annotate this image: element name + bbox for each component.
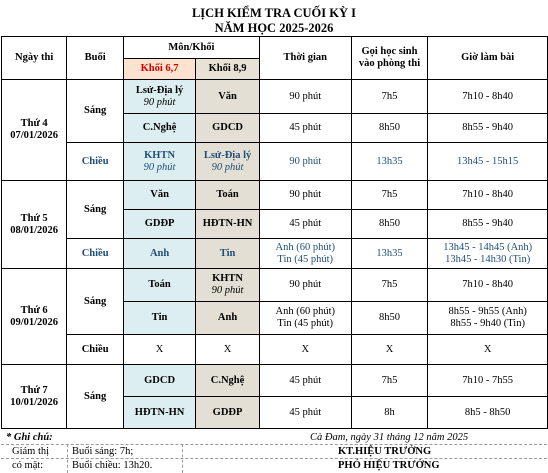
subject-grade-8-9: C.Nghệ [196,365,260,397]
subject-grade-6-7: KHTN 90 phút [123,143,195,181]
header-grade-6-7: Khối 6,7 [123,59,195,80]
subject-grade-8-9: GDĐP [196,397,260,429]
morning-time: Buổi sáng: 7h; [72,446,134,457]
duration-cell: 45 phút [259,397,351,429]
call-time-cell: 8h50 [351,210,428,239]
table-row [2,239,548,269]
call-time-cell: 8h50 [351,114,428,143]
subject-grade-8-9: Anh [196,302,260,335]
afternoon-time: Buổi chiều: 13h20. [72,460,153,471]
date-cell: Thứ 6 09/01/2026 [2,269,67,365]
duration-cell: 45 phút [259,365,351,397]
page-title: LỊCH KIỂM TRA CUỐI KỲ I [191,6,357,20]
divider [1,444,547,445]
subject-grade-6-7: Tin [123,302,195,335]
subject-grade-6-7: Toán [123,269,195,302]
duration-cell: 45 phút [259,210,351,239]
header-subject-group: Môn/Khối [123,37,259,59]
note-label: * Ghi chú: [6,432,53,443]
call-time-cell: 8h [351,397,428,429]
subject-grade-8-9: X [196,335,260,365]
exam-time-cell: 8h55 - 9h40 [428,210,548,239]
subject-grade-8-9: KHTN 90 phút [196,269,260,302]
header-exam-time: Giờ làm bài [428,37,548,80]
table-row [2,181,548,210]
signature-title-1: KT.HIỆU TRƯỞNG [338,446,432,457]
call-time-cell: 7h5 [351,365,428,397]
session-cell: Chiều [67,143,124,181]
duration-cell: 90 phút [259,143,351,181]
table-row [2,80,548,114]
duration-cell: 45 phút [259,114,351,143]
subject-grade-6-7: GDĐP [123,210,195,239]
proctor-label-2: có mặt: [12,460,44,471]
session-cell: Sáng [67,181,124,239]
subject-grade-8-9: Toán [196,181,260,210]
duration-cell: Anh (60 phút) Tin (45 phút) [259,302,351,335]
subject-grade-8-9: Lsử-Địa lý 90 phút [196,143,260,181]
date-cell: Thứ 7 10/01/2026 [2,365,67,429]
call-time-cell: 7h5 [351,269,428,302]
table-row [2,365,548,397]
exam-time-cell: 8h55 - 9h55 (Anh) 8h55 - 9h40 (Tin) [428,302,548,335]
duration-cell: X [259,335,351,365]
table-row [2,269,548,302]
header-session: Buổi [67,37,124,80]
divider [1,458,547,459]
duration-cell: Anh (60 phút) Tin (45 phút) [259,239,351,269]
signature-title-2: PHÓ HIỆU TRƯỞNG [338,460,440,471]
header-date: Ngày thi [2,37,67,80]
header-call-time: Gọi học sinh vào phòng thi [351,37,428,80]
exam-time-cell: 8h5 - 8h50 [428,397,548,429]
subject-grade-8-9: GDCD [196,114,260,143]
exam-time-cell: 13h45 - 14h45 (Anh) 13h45 - 14h30 (Tin) [428,239,548,269]
header-duration: Thời gian [259,37,351,80]
duration-cell: 90 phút [259,181,351,210]
subject-grade-6-7: X [123,335,195,365]
session-cell: Sáng [67,269,124,335]
subject-grade-8-9: Tin [196,239,260,269]
duration-cell: 90 phút [259,80,351,114]
exam-schedule-table [1,36,548,429]
subject-grade-6-7: Anh [123,239,195,269]
call-time-cell: 8h50 [351,302,428,335]
date-cell: Thứ 4 07/01/2026 [2,80,67,181]
exam-time-cell: 7h10 - 8h40 [428,269,548,302]
exam-time-cell: X [428,335,548,365]
session-cell: Chiều [67,239,124,269]
proctor-label: Giám thị [12,446,50,457]
session-cell: Chiều [67,335,124,365]
subject-grade-6-7: HĐTN-HN [123,397,195,429]
exam-time-cell: 7h10 - 8h40 [428,80,548,114]
call-time-cell: 13h35 [351,143,428,181]
date-cell: Thứ 5 08/01/2026 [2,181,67,269]
subject-grade-6-7: C.Nghệ [123,114,195,143]
exam-time-cell: 8h55 - 9h40 [428,114,548,143]
call-time-cell: X [351,335,428,365]
call-time-cell: 7h5 [351,80,428,114]
header-grade-8-9: Khối 8,9 [196,59,260,80]
subject-grade-6-7: Lsử-Địa lý 90 phút [123,80,195,114]
exam-time-cell: 7h10 - 8h40 [428,181,548,210]
session-cell: Sáng [67,365,124,429]
exam-time-cell: 7h10 - 7h55 [428,365,548,397]
subject-grade-8-9: HĐTN-HN [196,210,260,239]
call-time-cell: 13h35 [351,239,428,269]
session-cell: Sáng [67,80,124,143]
subject-grade-6-7: Văn [123,181,195,210]
table-row [2,335,548,365]
table-row [2,143,548,181]
subject-grade-6-7: GDCD [123,365,195,397]
place-date: Cà Đam, ngày 31 tháng 12 năm 2025 [310,432,469,443]
subject-grade-8-9: Văn [196,80,260,114]
call-time-cell: 7h5 [351,181,428,210]
page-subtitle: NĂM HỌC 2025-2026 [214,21,334,35]
duration-cell: 90 phút [259,269,351,302]
exam-time-cell: 13h45 - 15h15 [428,143,548,181]
